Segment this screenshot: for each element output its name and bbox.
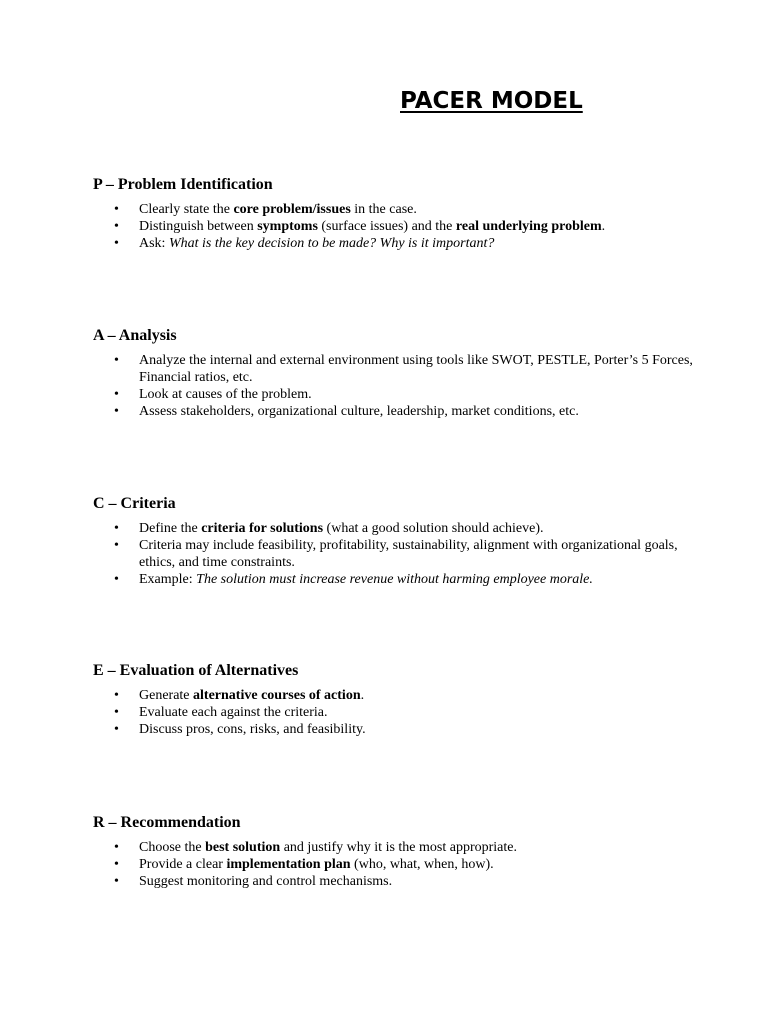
section-heading: A – Analysis bbox=[93, 327, 177, 344]
list-item bbox=[93, 721, 693, 738]
text-run: Define the bbox=[139, 521, 202, 536]
text-run: Ask: bbox=[139, 236, 169, 251]
text-run: Generate bbox=[139, 688, 194, 703]
text-run: (who, what, when, how). bbox=[350, 857, 494, 872]
list-item bbox=[93, 687, 693, 704]
text-run: Clearly state the bbox=[139, 202, 234, 217]
italic-text: What is the key decision to be made? Why is it important? bbox=[168, 236, 495, 251]
bold-text: alternative courses of action bbox=[193, 688, 361, 703]
bold-text: implementation plan bbox=[226, 857, 351, 872]
text-run: Suggest monitoring and control mechanisms. bbox=[139, 874, 393, 889]
text-run: and justify why it is the most appropriate. bbox=[280, 840, 517, 855]
text-run: . bbox=[601, 219, 606, 234]
section-heading: R – Recommendation bbox=[93, 814, 241, 831]
section-recommendation bbox=[93, 813, 693, 889]
list-item bbox=[93, 839, 693, 856]
bullet-list bbox=[93, 687, 693, 738]
section-evaluation-of-alternatives bbox=[93, 661, 693, 737]
text-run: Criteria may include feasibility, profitability, sustainability, alignment with organizational goals, ethics, and time constraints. bbox=[139, 538, 678, 570]
bullet-list bbox=[93, 839, 693, 890]
text-run: Discuss pros, cons, risks, and feasibility. bbox=[139, 722, 366, 737]
list-item bbox=[93, 520, 693, 537]
bold-text: criteria for solutions bbox=[201, 521, 324, 536]
list-item bbox=[93, 201, 693, 218]
list-item bbox=[93, 856, 693, 873]
section-criteria bbox=[93, 494, 693, 587]
text-run: Analyze the internal and external environment using tools like SWOT, PESTLE, Porter’s 5 Forces, Financial ratios, etc. bbox=[139, 353, 693, 385]
bullet-list bbox=[93, 352, 693, 420]
section-analysis bbox=[93, 326, 693, 419]
text-run: Assess stakeholders, organizational culture, leadership, market conditions, etc. bbox=[139, 404, 579, 419]
section-problem-identification bbox=[93, 175, 693, 251]
bullet-list bbox=[93, 201, 693, 252]
section-heading: E – Evaluation of Alternatives bbox=[93, 662, 299, 679]
text-run: (what a good solution should achieve). bbox=[323, 521, 544, 536]
section-heading: C – Criteria bbox=[93, 495, 176, 512]
list-item bbox=[93, 571, 693, 588]
list-item bbox=[93, 403, 693, 420]
list-item bbox=[93, 704, 693, 721]
list-item bbox=[93, 218, 693, 235]
text-run: Provide a clear bbox=[139, 857, 227, 872]
text-run: . bbox=[360, 688, 365, 703]
list-item bbox=[93, 386, 693, 403]
text-run: in the case. bbox=[350, 202, 417, 217]
bullet-list bbox=[93, 520, 693, 588]
bold-text: core problem/issues bbox=[233, 202, 351, 217]
list-item bbox=[93, 235, 693, 252]
text-run: Choose the bbox=[139, 840, 206, 855]
list-item bbox=[93, 352, 693, 386]
section-heading: P – Problem Identification bbox=[93, 176, 273, 193]
text-run: (surface issues) and the bbox=[317, 219, 456, 234]
text-run: Example: bbox=[139, 572, 197, 587]
text-run: Look at causes of the problem. bbox=[139, 387, 312, 402]
bold-text: real underlying problem bbox=[455, 219, 602, 234]
page-title: PACER MODEL bbox=[400, 88, 583, 114]
text-run: Distinguish between bbox=[139, 219, 258, 234]
italic-text: The solution must increase revenue without harming employee morale. bbox=[196, 572, 593, 587]
bold-text: symptoms bbox=[257, 219, 318, 234]
bold-text: best solution bbox=[205, 840, 281, 855]
list-item bbox=[93, 537, 693, 571]
text-run: Evaluate each against the criteria. bbox=[139, 705, 328, 720]
list-item bbox=[93, 873, 693, 890]
